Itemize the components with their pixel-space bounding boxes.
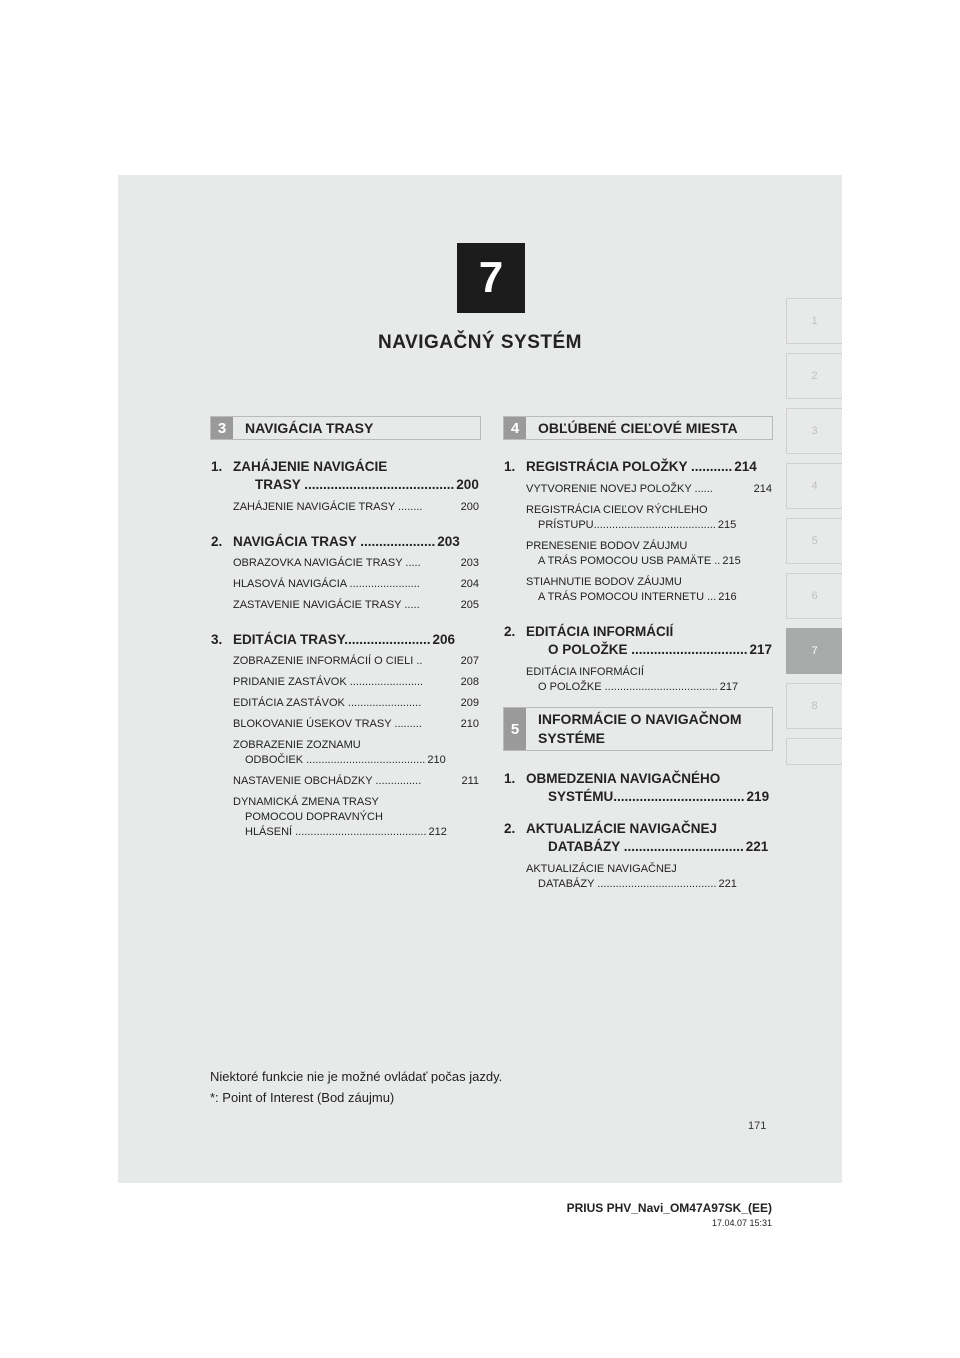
toc-entry[interactable] [211,458,479,494]
tab-empty [786,738,842,765]
tab-7[interactable]: 7 [786,628,842,674]
entry-page: 200 [456,477,479,492]
entry-title: O POLOŽKE ............................... [548,642,748,657]
tab-4[interactable]: 4 [786,463,842,509]
document-id: PRIUS PHV_Navi_OM47A97SK_(EE) [566,1201,772,1215]
footnote-line: *: Point of Interest (Bod záujmu) [210,1090,395,1105]
toc-subentry[interactable] [211,500,479,515]
toc-right-column-lower [504,770,772,892]
toc-subentry[interactable] [504,575,772,605]
subentry-page: 200 [460,501,479,513]
entry-title: AKTUALIZÁCIE NAVIGAČNEJ [526,821,718,836]
section-number: 3 [211,417,233,439]
subentry-title: POMOCOU DOPRAVNÝCH [245,811,383,823]
subentry-title: A TRÁS POMOCOU INTERNETU ... [538,591,717,603]
entry-page: 206 [432,632,456,647]
entry-page: 217 [749,642,773,657]
subentry-page: 210 [427,754,446,766]
subentry-title: ZAHÁJENIE NAVIGÁCIE TRASY ........ [233,501,423,513]
subentry-page: 205 [460,599,479,611]
subentry-title: ZOBRAZENIE INFORMÁCIÍ O CIELI .. [233,655,423,667]
toc-subentry[interactable] [504,665,772,695]
entry-number: 2. [504,624,516,639]
subentry-title: PRIDANIE ZASTÁVOK ........................ [233,676,424,688]
tab-3[interactable]: 3 [786,408,842,454]
subentry-title: BLOKOVANIE ÚSEKOV TRASY ......... [233,718,422,730]
entry-title: EDITÁCIA TRASY....................... [233,632,431,647]
tab-5[interactable]: 5 [786,518,842,564]
toc-subentry[interactable] [211,696,479,711]
subentry-page: 210 [460,718,479,730]
subentry-title: VYTVORENIE NOVEJ POLOŽKY ...... [526,483,713,495]
entry-number: 2. [211,534,223,549]
toc-right-column [504,458,772,695]
section-header-3 [210,416,481,440]
entry-title: ZAHÁJENIE NAVIGÁCIE [233,459,388,474]
subentry-page: 216 [718,591,737,603]
subentry-title: ZOBRAZENIE ZOZNAMU [233,739,361,751]
toc-subentry[interactable] [211,774,479,789]
entry-title: OBMEDZENIA NAVIGAČNÉHO [526,771,721,786]
document-date: 17.04.07 15:31 [711,1218,772,1228]
entry-title: EDITÁCIA INFORMÁCIÍ [526,624,674,639]
subentry-page: 221 [718,878,737,890]
subentry-page: 208 [460,676,479,688]
toc-subentry[interactable] [504,539,772,569]
subentry-title: EDITÁCIA ZASTÁVOK ........................ [233,697,422,709]
subentry-title: OBRAZOVKA NAVIGÁCIE TRASY ..... [233,557,421,569]
toc-subentry[interactable] [211,654,479,669]
subentry-title: DATABÁZY ....................................... [538,878,717,890]
entry-page: 219 [746,789,770,804]
chapter-title: NAVIGAČNÝ SYSTÉM [377,332,582,353]
subentry-title: ZASTAVENIE NAVIGÁCIE TRASY ..... [233,599,420,611]
subentry-page: 207 [460,655,479,667]
page-number: 171 [748,1120,767,1132]
section-title-line: INFORMÁCIE O NAVIGAČNOM [538,711,742,727]
subentry-page: 209 [460,697,479,709]
toc-left-column [211,458,479,840]
toc-subentry[interactable] [211,738,479,768]
subentry-title: AKTUALIZÁCIE NAVIGAČNEJ [526,863,677,875]
subentry-page: 215 [722,555,741,567]
section-title: OBĽÚBENÉ CIEĽOVÉ MIESTA [538,420,738,436]
side-tabs [786,298,842,774]
section-header-4 [503,416,773,440]
subentry-page: 204 [460,578,479,590]
entry-title: NAVIGÁCIA TRASY .................... [233,534,436,549]
entry-title: DATABÁZY ................................ [548,839,744,854]
section-title-line: SYSTÉME [538,730,605,746]
subentry-title: EDITÁCIA INFORMÁCIÍ [526,666,644,678]
toc-subentry[interactable] [211,598,479,613]
toc-entry[interactable] [211,631,479,649]
subentry-page: 211 [461,775,479,787]
entry-title: TRASY ........................................ [255,477,455,492]
subentry-title: REGISTRÁCIA CIEĽOV RÝCHLEHO [526,504,708,516]
subentry-title: DYNAMICKÁ ZMENA TRASY [233,796,379,808]
section-number: 5 [504,708,526,750]
toc-entry[interactable] [504,458,772,476]
entry-title: SYSTÉMU................................... [548,789,745,804]
toc-subentry[interactable] [504,862,772,892]
toc-subentry[interactable] [211,556,479,571]
section-title [526,708,742,750]
entry-page: 214 [734,459,757,474]
tab-6[interactable]: 6 [786,573,842,619]
entry-page: 221 [745,839,769,854]
subentry-title: PRÍSTUPU........................................ [538,519,716,531]
entry-page: 203 [437,534,460,549]
subentry-title: PRENESENIE BODOV ZÁUJMU [526,540,688,552]
toc-entry[interactable] [504,770,772,806]
subentry-page: 217 [719,681,739,693]
subentry-title: ODBOČIEK ....................................... [245,754,426,766]
entry-number: 3. [211,632,223,647]
chapter-number: 7 [457,243,525,313]
tab-1[interactable]: 1 [786,298,842,344]
subentry-title: A TRÁS POMOCOU USB PAMÄTE .. [538,555,721,567]
entry-number: 2. [504,821,516,836]
subentry-page: 212 [428,826,447,838]
footnote-line: Niektoré funkcie nie je možné ovládať počas jazdy. [210,1069,503,1084]
toc-subentry[interactable] [504,503,772,533]
subentry-title: HLASOVÁ NAVIGÁCIA ....................... [233,578,420,590]
subentry-title: NASTAVENIE OBCHÁDZKY ............... [233,775,422,787]
subentry-page: 215 [717,519,737,531]
toc-subentry[interactable] [504,482,772,497]
tab-2[interactable]: 2 [786,353,842,399]
entry-title: REGISTRÁCIA POLOŽKY ........... [526,459,733,474]
subentry-page: 214 [753,483,772,495]
toc-entry[interactable] [504,623,772,659]
subentry-page: 203 [460,557,479,569]
toc-subentry[interactable] [211,717,479,732]
subentry-title: STIAHNUTIE BODOV ZÁUJMU [526,576,682,588]
toc-entry[interactable] [504,820,772,856]
subentry-title: HLÁSENÍ ........................................... [245,826,427,838]
toc-entry[interactable] [211,533,479,551]
toc-subentry[interactable] [211,577,479,592]
entry-number: 1. [504,771,516,786]
toc-subentry[interactable] [211,675,479,690]
tab-8[interactable]: 8 [786,683,842,729]
section-title: NAVIGÁCIA TRASY [245,420,374,436]
toc-subentry[interactable] [211,795,479,840]
entry-number: 1. [211,459,223,474]
entry-number: 1. [504,459,516,474]
subentry-title: O POLOŽKE ..................................... [538,681,718,693]
section-header-5 [503,707,773,751]
section-number: 4 [504,417,526,439]
